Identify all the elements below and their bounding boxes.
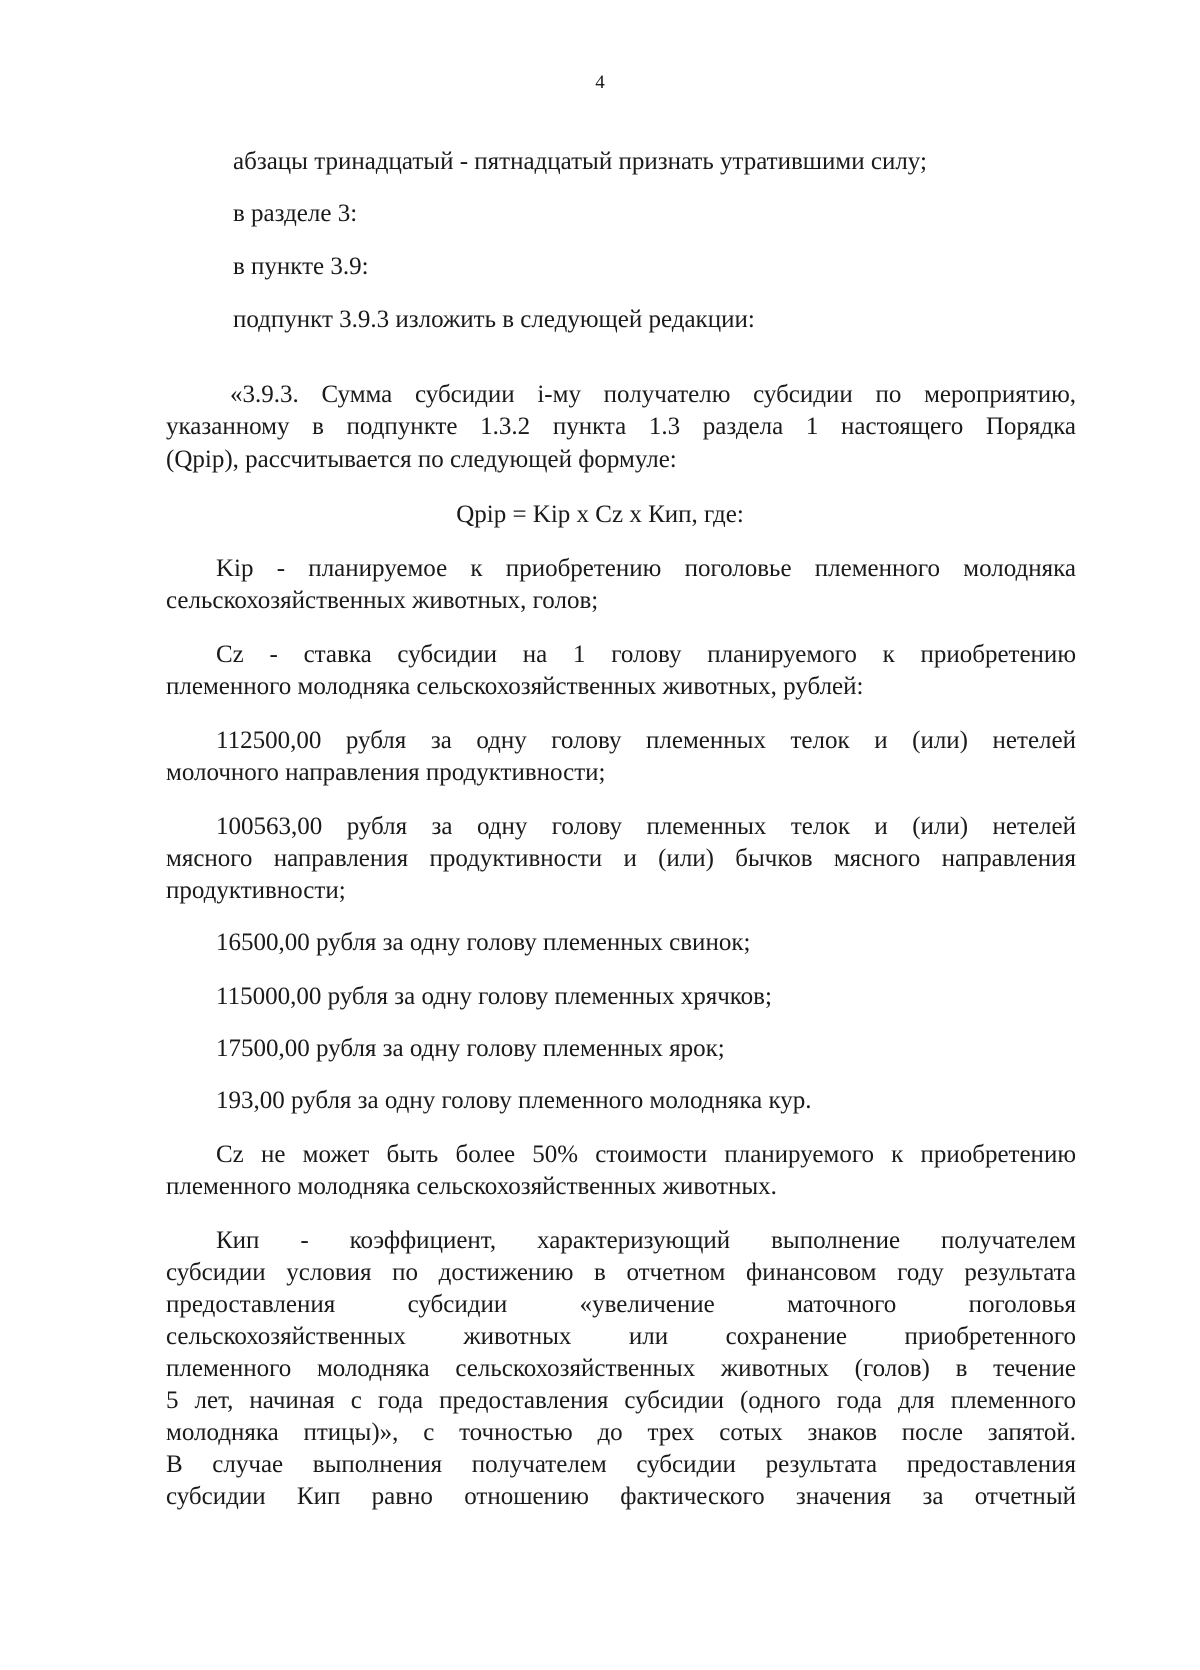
- paragraph-line: племенного молодняка сельскохозяйственных животных, рублей:: [166, 673, 864, 700]
- paragraph-line: молочного направления продуктивности;: [166, 759, 606, 786]
- paragraph-line: субсидии Кип равно отношению фактического значения за отчетный: [166, 1483, 1076, 1510]
- paragraph-line: В случае выполнения получателем субсидии результата предоставления: [166, 1451, 1076, 1478]
- paragraph-line: Кип - коэффициент, характеризующий выполнение получателем: [216, 1227, 1076, 1254]
- paragraph-line: сельскохозяйственных животных, голов;: [166, 587, 599, 614]
- paragraph-line: 115000,00 рубля за одну голову племенных хрячков;: [216, 983, 772, 1010]
- paragraph-line: в пункте 3.9:: [233, 253, 369, 280]
- paragraph-line: 100563,00 рубля за одну голову племенных телок и (или) нетелей: [216, 813, 1076, 840]
- paragraph-line: мясного направления продуктивности и (или) бычков мясного направления: [166, 845, 1076, 872]
- paragraph-line: племенного молодняка сельскохозяйственных животных.: [166, 1173, 777, 1200]
- page-number: 4: [595, 72, 605, 93]
- paragraph-line: субсидии условия по достижению в отчетном финансовом году результата: [166, 1259, 1076, 1286]
- paragraph-line: 5 лет, начиная с года предоставления субсидии (одного года для племенного: [166, 1387, 1076, 1414]
- paragraph-line: (Qpip), рассчитывается по следующей формуле:: [166, 446, 677, 473]
- paragraph-line: предоставления субсидии «увеличение маточного поголовья: [166, 1291, 1076, 1318]
- paragraph-line: 17500,00 рубля за одну голову племенных ярок;: [216, 1035, 725, 1062]
- paragraph-line: 16500,00 рубля за одну голову племенных свинок;: [216, 929, 751, 956]
- paragraph-line: подпункт 3.9.3 изложить в следующей редакции:: [233, 306, 755, 333]
- paragraph-line: Kip - планируемое к приобретению поголовье племенного молодняка: [216, 555, 1076, 582]
- paragraph-line: указанному в подпункте 1.3.2 пункта 1.3 раздела 1 настоящего Порядка: [166, 413, 1076, 440]
- paragraph-line: абзацы тринадцатый - пятнадцатый признать утратившими силу;: [233, 148, 927, 175]
- paragraph-line: 193,00 рубля за одну голову племенного молодняка кур.: [216, 1087, 812, 1114]
- paragraph-line: в разделе 3:: [233, 200, 358, 227]
- paragraph-line: Cz - ставка субсидии на 1 голову планируемого к приобретению: [216, 641, 1076, 668]
- paragraph-line: Cz не может быть более 50% стоимости планируемого к приобретению: [216, 1141, 1076, 1168]
- paragraph-line: 112500,00 рубля за одну голову племенных телок и (или) нетелей: [216, 727, 1076, 754]
- formula: Qpip = Kip x Cz x Кип, где:: [456, 501, 744, 528]
- paragraph-line: молодняка птицы)», с точностью до трех сотых знаков после запятой.: [166, 1419, 1076, 1446]
- paragraph-line: сельскохозяйственных животных или сохранение приобретенного: [166, 1323, 1076, 1350]
- paragraph-line: племенного молодняка сельскохозяйственных животных (голов) в течение: [166, 1355, 1076, 1382]
- paragraph-line: продуктивности;: [166, 877, 346, 904]
- paragraph-line: «3.9.3. Сумма субсидии i-му получателю субсидии по мероприятию,: [230, 381, 1076, 408]
